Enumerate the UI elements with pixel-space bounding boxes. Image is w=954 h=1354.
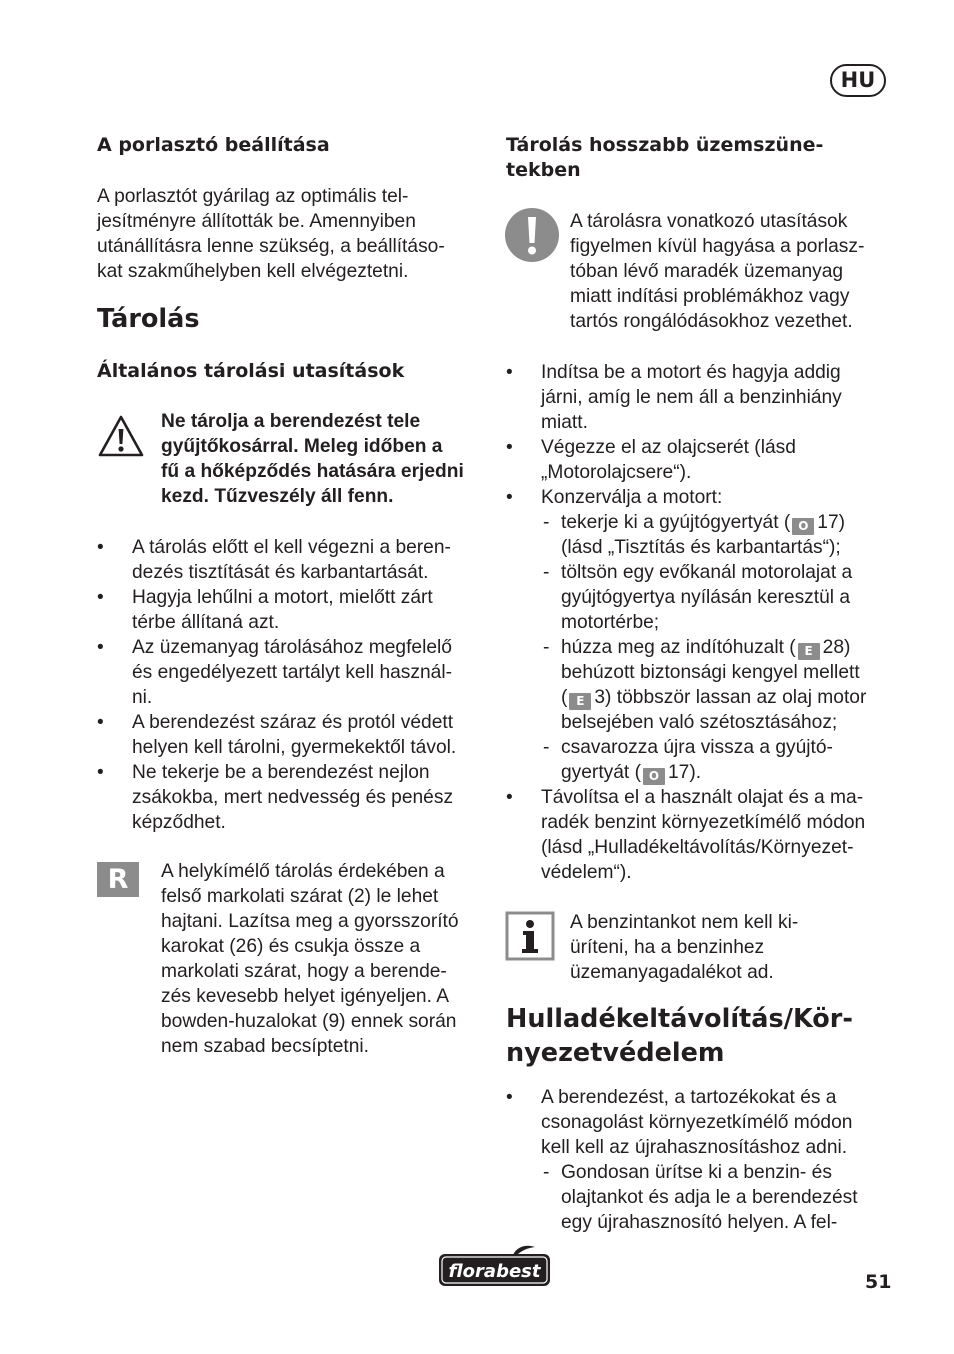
figure-ref-o-icon: O: [792, 518, 814, 535]
sub-list-text: csavarozza újra vissza a gyújtó- gyertyát (: [561, 737, 833, 783]
paragraph-porlaszto: A porlasztót gyárilag az optimális tel- jesítményre állították be. Amennyiben utánállításra lenne szükség, a beállításo- kat szakműhelyben kell elvégeztetni.: [97, 186, 445, 282]
info-text: A benzintankot nem kell ki- üríteni, ha a benzinhez üzemanyagadalékot ad.: [570, 912, 799, 983]
sub-list-item: [541, 735, 896, 785]
list-item: • Végezze el az olajcserét (lásd „Motorolajcsere“).: [506, 435, 896, 485]
page-number: 51: [865, 1271, 892, 1293]
figure-ref-e-icon: E: [569, 693, 591, 710]
folding-handle-text: A helykímélő tárolás érdekében a felső markolati szárat (2) le lehet hajtani. Lazítsa meg a gyorsszorító karokat (26) és csukja össze a markolati szárat, hogy a berende- zés kevesebb helyet igényeljen. A bowden-huzalokat (9) ennek során nem szabad becsíptetni.: [161, 861, 459, 1057]
heading-hosszabb: Tárolás hosszabb üzemszüne- tekben: [506, 134, 824, 181]
sub-list: [541, 510, 896, 785]
caution-exclamation-icon: [504, 207, 560, 263]
sub-list-item: [541, 635, 896, 735]
sub-list-item: [541, 510, 896, 560]
list-item: [506, 1085, 896, 1235]
heading-porlaszto: A porlasztó beállítása: [97, 134, 330, 156]
disposal-bullet-list: [506, 1085, 896, 1235]
warning-triangle-icon: [97, 414, 145, 458]
sub-list-text: húzza meg az indítóhuzalt (: [561, 637, 796, 658]
list-item: • A berendezést száraz és protól védett helyen kell tárolni, gyermekektől távol.: [97, 710, 487, 760]
list-item: • Az üzemanyag tárolásához megfelelő és engedélyezett tartályt kell használ- ni.: [97, 635, 487, 710]
heading-hulladek: Hulladékeltávolítás/Kör- nyezetvédelem: [506, 1004, 853, 1068]
sub-list-text: 3) többször lassan az olaj motor belsejében való szétosztásához;: [561, 687, 867, 733]
figure-ref-o-icon: O: [643, 768, 665, 785]
caution-text: A tárolásra vonatkozó utasítások figyelmen kívül hagyása a porlasz- tóban lévő maradék üzemanyag miatt indítási problémákhoz vagy tartós rongálódásokhoz vezethet.: [570, 211, 865, 332]
list-item-text: A berendezést, a tartozékokat és a csonagolást környezetkímélő módon kell kell az újrahasznosításhoz adni.: [541, 1087, 853, 1158]
list-item: [506, 485, 896, 785]
list-item: • Hagyja lehűlni a motort, mielőtt zárt térbe állítaná azt.: [97, 585, 487, 635]
sub-list-item: - Gondosan ürítse ki a benzin- és olajtankot és adja le a berendezést egy újrahasznosító helyen. A fel-: [541, 1160, 896, 1235]
heading-altalanos: Általános tárolási utasítások: [97, 360, 405, 382]
long-storage-bullet-list: [506, 360, 896, 885]
list-item: • Indítsa be a motort és hagyja addig járni, amíg le nem áll a benzinhiány miatt.: [506, 360, 896, 435]
sub-list: [541, 1160, 896, 1235]
sub-list-text: 17).: [667, 762, 702, 783]
storage-bullet-list: [97, 535, 487, 835]
sub-list-text: 28) behúzott biztonsági kengyel mellett (: [561, 637, 860, 708]
language-badge: HU: [830, 64, 886, 97]
info-icon: [505, 911, 555, 961]
sub-list-item: - töltsön egy evőkanál motorolajat a gyújtógyertya nyílásán keresztül a motortérbe;: [541, 560, 896, 635]
warning-text: Ne tárolja a berendezést tele gyűjtőkosárral. Meleg időben a fű a hőképződés hatására erjedni kezd. Tűzveszély áll fenn.: [161, 411, 464, 507]
list-item: • Ne tekerje be a berendezést nejlon zsákokba, mert nedvesség és penész képződhet.: [97, 760, 487, 835]
list-item: • A tárolás előtt el kell végezni a beren- dezés tisztítását és karbantartását.: [97, 535, 487, 585]
list-item-text: Konzerválja a motort:: [541, 487, 723, 508]
figure-ref-e-icon: E: [798, 643, 820, 660]
logo-text: florabest: [448, 1261, 541, 1282]
florabest-logo: [437, 1244, 553, 1290]
sub-list-text: tekerje ki a gyújtógyertyát (: [561, 512, 791, 533]
reference-r-icon: R: [97, 862, 139, 897]
heading-tarolas: Tárolás: [97, 304, 200, 334]
list-item: • Távolítsa el a használt olajat és a ma- radék benzint környezetkímélő módon (lásd „Hulladékeltávolítás/Környezet- védelem“).: [506, 785, 896, 885]
sub-list-text: 17) (lásd „Tisztítás és karbantartás“);: [561, 512, 846, 558]
